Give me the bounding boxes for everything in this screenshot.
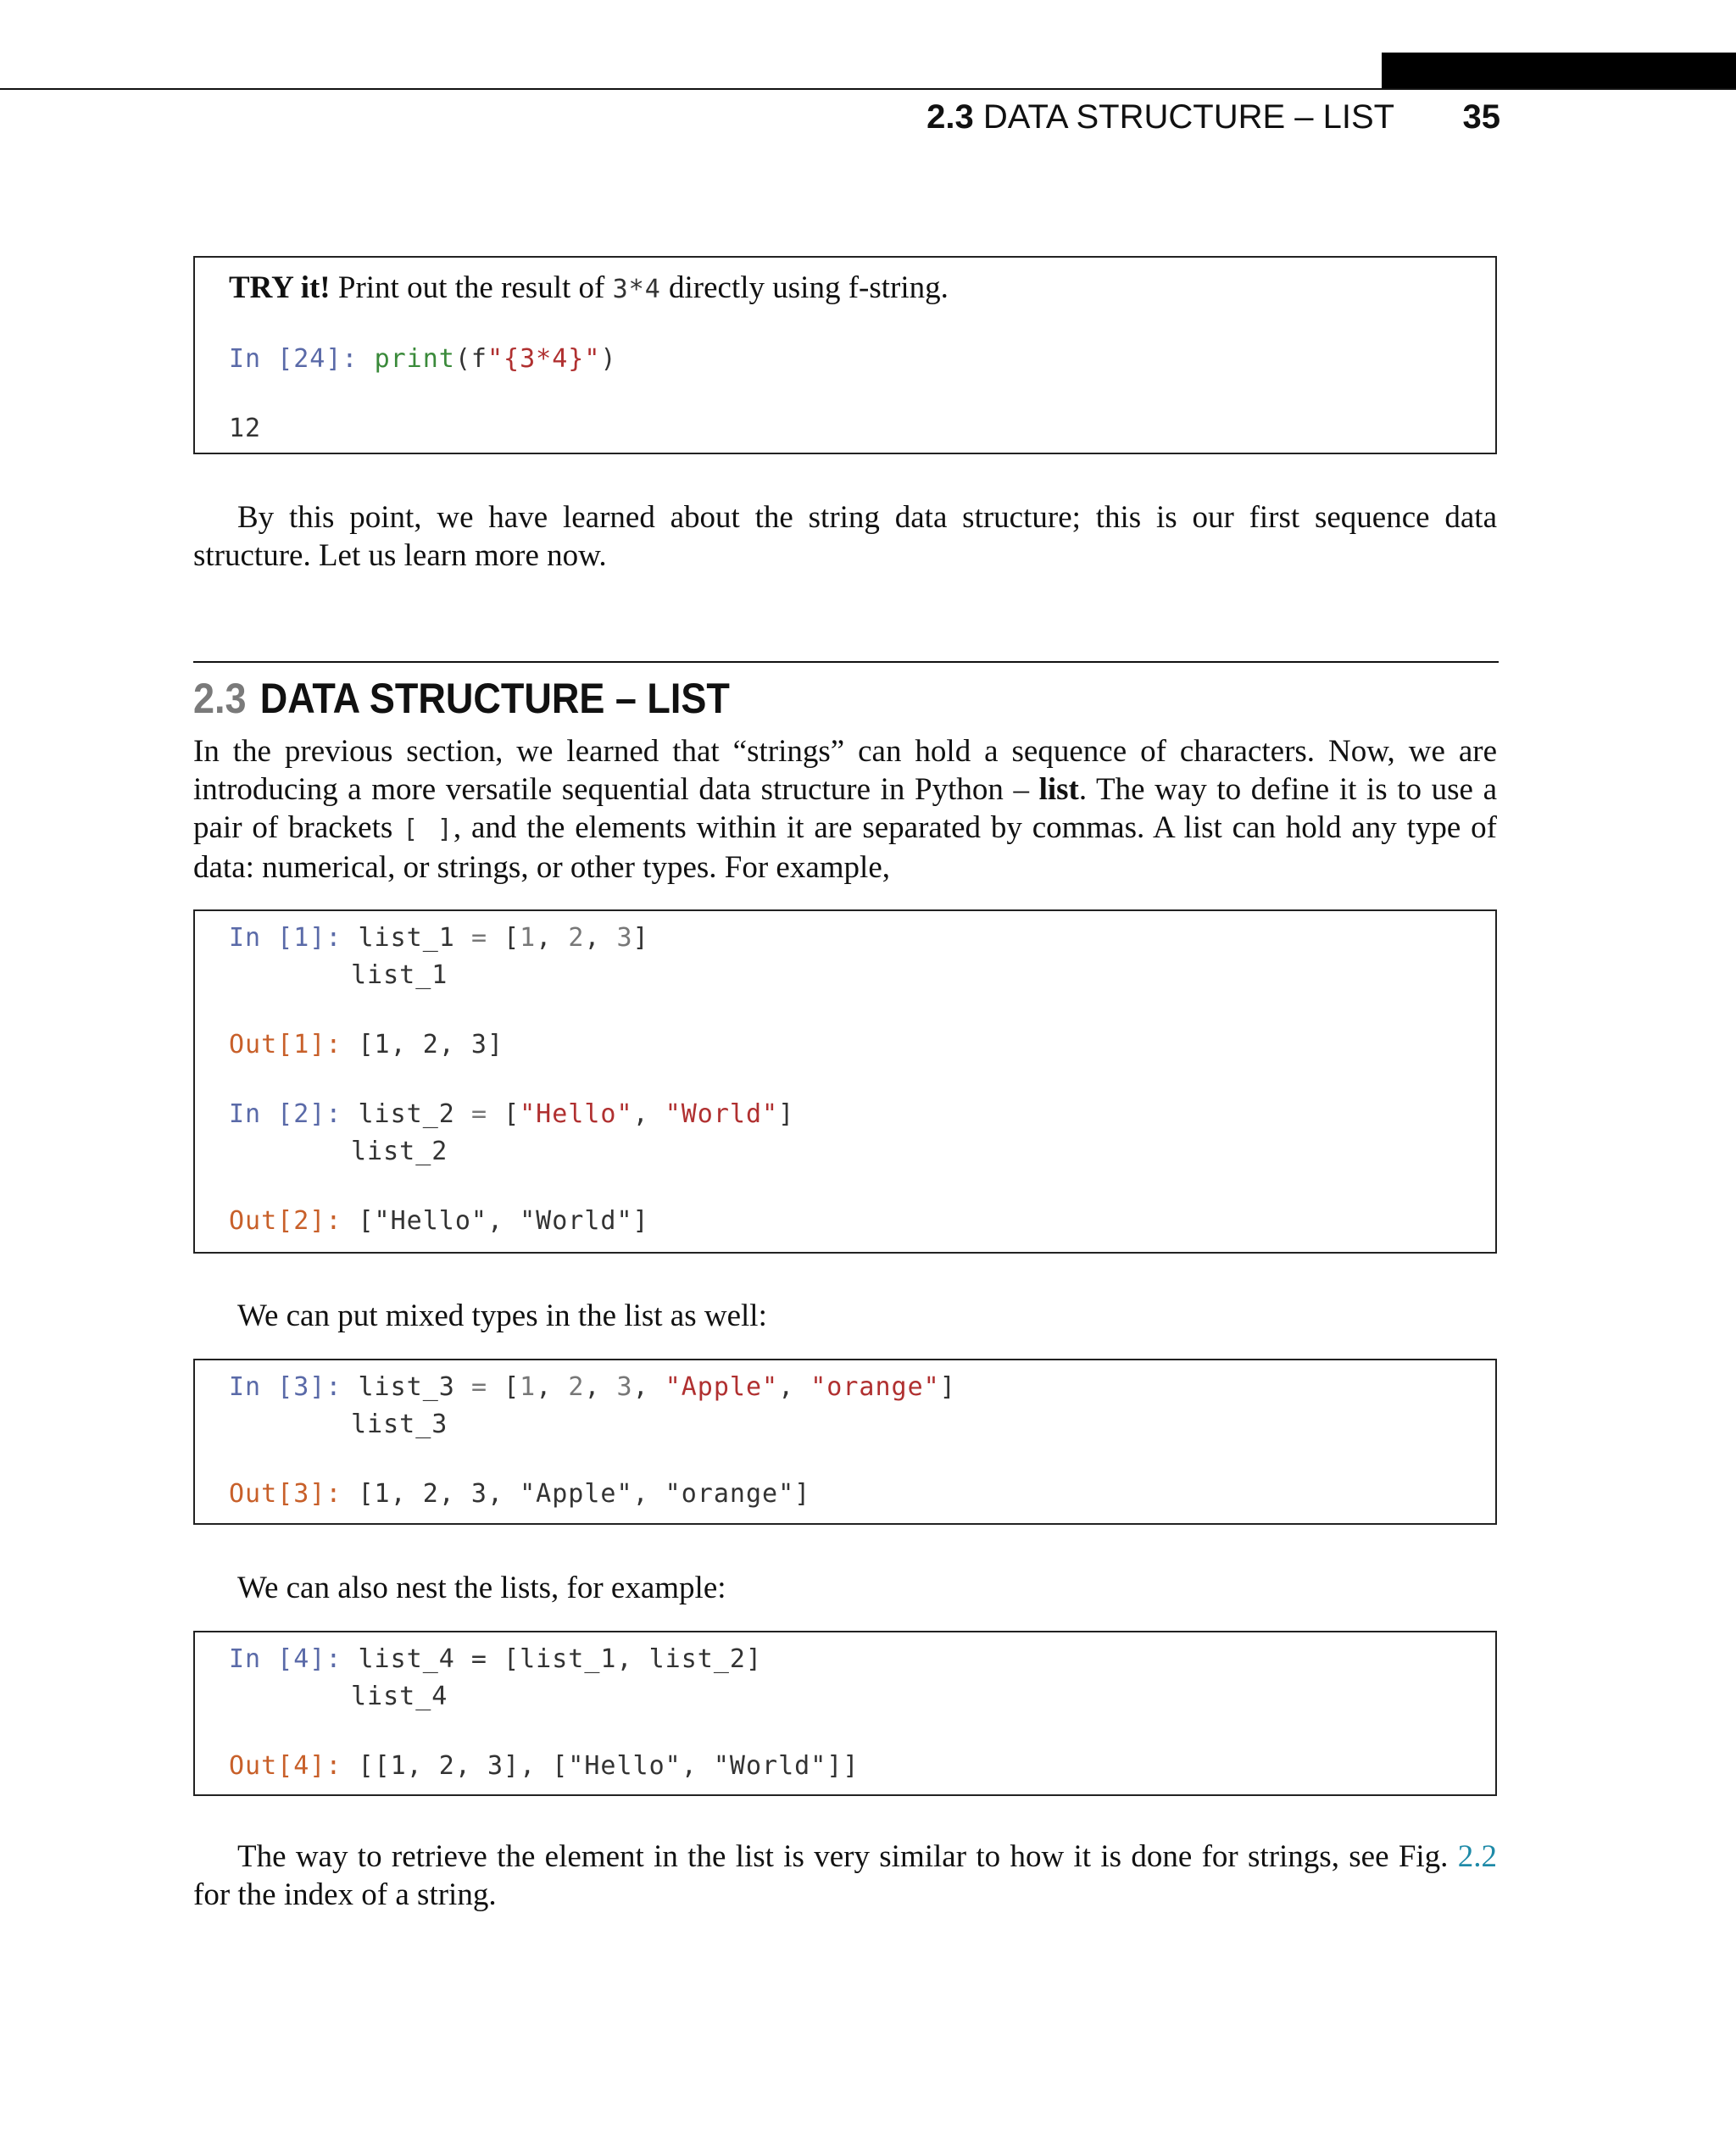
header-black-tab: [1382, 53, 1736, 90]
paragraph-intro: By this point, we have learned about the string data structure; this is our first sequence data structure. Let us learn more now.: [193, 500, 1497, 573]
paragraph-mixed-types: We can put mixed types in the list as well:: [237, 1299, 767, 1333]
code-line-out2: Out[2]: ["Hello", "World"]: [229, 1206, 649, 1236]
code-line-in2: In [2]: list_2 = ["Hello", "World"]: [229, 1099, 795, 1129]
inline-code: 3*4: [612, 275, 661, 304]
try-it-box: [193, 256, 1497, 454]
paragraph-retrieve: The way to retrieve the element in the list is very similar to how it is done for strings, see Fig. 2.2 for the index of a string.: [193, 1839, 1497, 1912]
header-rule: [0, 88, 1736, 90]
code-line-out1: Out[1]: [1, 2, 3]: [229, 1030, 504, 1059]
running-head: [0, 95, 1500, 139]
code-block-1: [193, 909, 1497, 1254]
running-head-title: DATA STRUCTURE – LIST: [982, 98, 1394, 136]
code-output-12: 12: [229, 414, 262, 443]
section-rule: [193, 661, 1499, 663]
code-line-in3-2: list_3: [351, 1410, 448, 1439]
code-line-in4-2: list_4: [351, 1682, 448, 1711]
code-block-3: [193, 1631, 1497, 1796]
code-line-in24: In [24]: print(f"{3*4}"): [229, 344, 617, 374]
code-line-out3: Out[3]: [1, 2, 3, "Apple", "orange"]: [229, 1479, 811, 1509]
code-line-out4: Out[4]: [[1, 2, 3], ["Hello", "World"]]: [229, 1751, 860, 1781]
code-line-in1: In [1]: list_1 = [1, 2, 3]: [229, 923, 649, 953]
code-line-in1-2: list_1: [351, 960, 448, 990]
try-it-text: TRY it! Print out the result of 3*4 directly using f-string.: [229, 270, 949, 305]
figure-link[interactable]: 2.2: [1457, 1839, 1497, 1874]
section-heading: 2.3 DATA STRUCTURE – LIST: [193, 675, 730, 722]
code-block-2: [193, 1359, 1497, 1525]
try-it-label: TRY it!: [229, 270, 331, 305]
page-number: 35: [1462, 98, 1500, 136]
paragraph-nest-lists: We can also nest the lists, for example:: [237, 1571, 726, 1605]
paragraph-list-intro: In the previous section, we learned that “strings” can hold a sequence of characters. Now, we are introducing a more versatile sequential data structure in Python – list. The way to define it is to use a pair of brackets [ ], and the elements within it are separated by commas. A list can hold any type of data: numerical, or strings, or other types. For example,: [193, 734, 1497, 885]
code-line-in3: In [3]: list_3 = [1, 2, 3, "Apple", "orange"]: [229, 1372, 956, 1402]
code-line-in4: In [4]: list_4 = [list_1, list_2]: [229, 1644, 763, 1674]
code-line-in2-2: list_2: [351, 1137, 448, 1166]
running-head-section-number: 2.3: [926, 98, 974, 136]
inline-code-brackets: [ ]: [403, 815, 453, 844]
